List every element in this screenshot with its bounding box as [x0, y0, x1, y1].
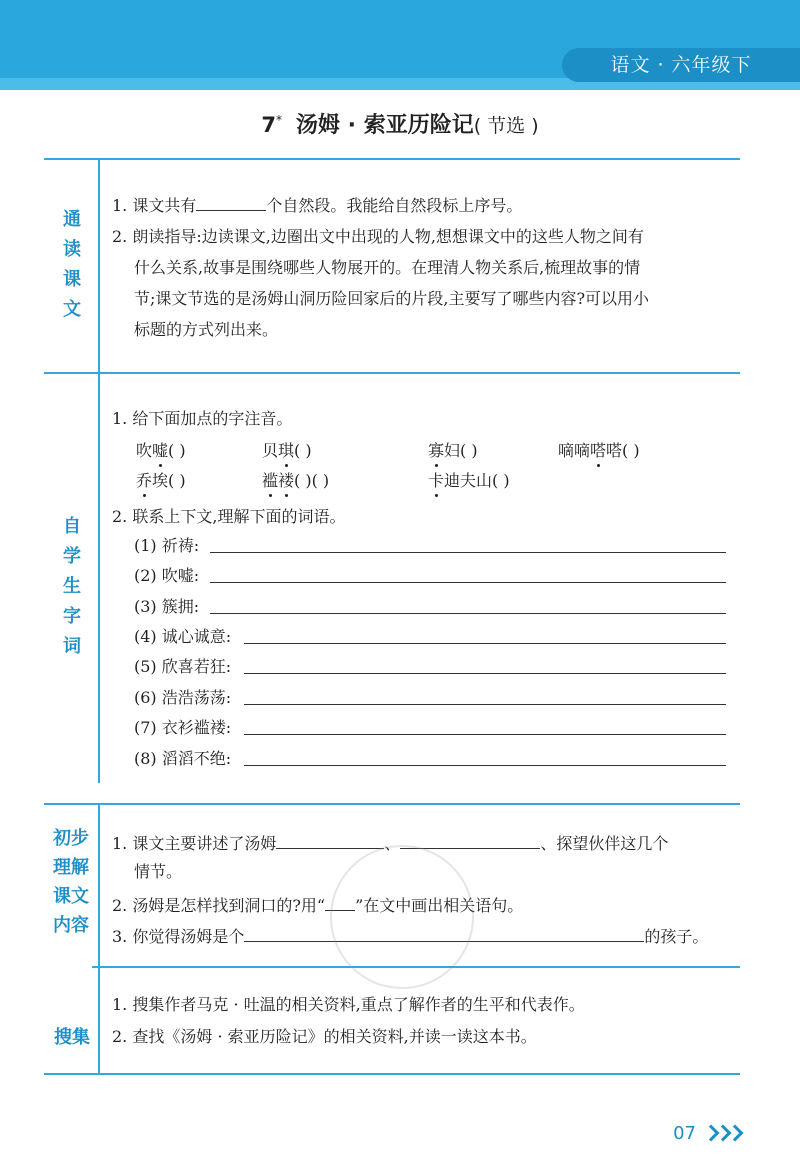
dotted-char: 卡	[428, 471, 445, 490]
pinyin-item[interactable]	[428, 470, 510, 492]
answer-line[interactable]	[210, 552, 726, 553]
rule-vertical	[98, 158, 100, 783]
label-line: 初步	[53, 828, 89, 849]
s1-q2-line: 2. 朗读指导:边读课文,边圈出文中出现的人物,想想课文中的这些人物之间有	[112, 227, 644, 246]
optional-mark: *	[276, 112, 283, 127]
label-char: 通	[63, 209, 81, 230]
q-text: 的孩子。	[644, 927, 709, 946]
q-text: 、探望伙伴这几个	[540, 834, 669, 853]
term-label: (2) 吹嘘:	[134, 566, 200, 585]
label-char: 读	[63, 239, 81, 260]
q-text: 2. 汤姆是怎样找到洞口的?用“	[112, 896, 326, 915]
lesson-number: 7	[261, 113, 277, 137]
dotted-char: 嗒	[590, 441, 607, 460]
word-part: 妇( )	[444, 441, 478, 460]
watermark-stamp	[330, 845, 474, 989]
word-part: 埃( )	[152, 471, 186, 490]
label-char: 课	[63, 269, 81, 290]
section-label-read	[52, 205, 92, 325]
header-tag: 语文 · 六年级下	[562, 48, 800, 82]
page-title	[0, 108, 800, 139]
answer-line[interactable]	[244, 704, 726, 705]
dotted-char: 寡	[428, 441, 445, 460]
q-text: 3. 你觉得汤姆是个	[112, 927, 245, 946]
page-number: 07	[673, 1123, 696, 1144]
pinyin-item[interactable]	[136, 440, 186, 462]
s2-q2: 2. 联系上下文,理解下面的词语。	[112, 507, 346, 526]
section-label-understand	[36, 824, 106, 940]
dotted-char: 嘘	[152, 441, 169, 460]
q-text: ”在文中画出相关语句。	[355, 896, 524, 915]
rule-2	[44, 803, 740, 805]
answer-line[interactable]	[210, 582, 726, 583]
rule-1	[44, 372, 740, 374]
answer-line[interactable]	[244, 734, 726, 735]
plot-blank-2[interactable]	[400, 830, 540, 849]
term-label: (4) 诚心诚意:	[134, 627, 232, 646]
term-label: (7) 衣衫褴褛:	[134, 718, 232, 737]
answer-line[interactable]	[244, 765, 726, 766]
dotted-char: 褛	[278, 471, 295, 490]
label-line: 内容	[53, 915, 89, 936]
term-label: (1) 祈祷:	[134, 536, 200, 555]
next-arrows-icon	[705, 1123, 745, 1143]
word-part: 迪夫山( )	[444, 471, 510, 490]
section-label-words	[52, 512, 92, 662]
paragraph-count-blank[interactable]	[196, 192, 266, 211]
label-char: 词	[63, 636, 81, 657]
dotted-char: 乔	[136, 471, 153, 490]
term-label: (5) 欣喜若狂:	[134, 657, 232, 676]
plot-blank-1[interactable]	[276, 830, 384, 849]
label-line: 课文	[53, 886, 89, 907]
label-char: 文	[63, 299, 81, 320]
label-line: 理解	[53, 857, 89, 878]
s1-q2-line: 什么关系,故事是围绕哪些人物展开的。在理清人物关系后,梳理故事的情	[134, 258, 641, 277]
s1-q2-line: 节;课文节选的是汤姆山洞历险回家后的片段,主要写了哪些内容?可以用小	[134, 289, 650, 308]
title-main: 汤姆 · 索亚历险记	[296, 113, 474, 138]
word-part: 嗒( )	[606, 441, 640, 460]
rule-bottom	[44, 1073, 740, 1075]
s1-q2-line: 标题的方式列出来。	[134, 320, 279, 339]
dotted-char: 琪	[278, 441, 295, 460]
term-label: (3) 簇拥:	[134, 597, 200, 616]
q1-text-post: 个自然段。我能给自然段标上序号。	[266, 196, 523, 215]
rule-top	[44, 158, 740, 160]
label-char: 字	[63, 606, 81, 627]
s4-item: 1. 搜集作者马克 · 吐温的相关资料,重点了解作者的生平和代表作。	[112, 995, 585, 1014]
pinyin-item[interactable]	[558, 440, 640, 462]
word-part: ( )	[168, 441, 186, 460]
section-label-collect: 搜集	[54, 1027, 90, 1048]
word-part: ( )	[294, 441, 312, 460]
answer-line[interactable]	[210, 613, 726, 614]
word-part: ( )( )	[294, 471, 330, 490]
label-char: 生	[63, 576, 81, 597]
title-sub: ( 节选 )	[473, 115, 539, 137]
answer-line[interactable]	[244, 643, 726, 644]
word-part: 吹	[136, 441, 153, 460]
s4-item: 2. 查找《汤姆 · 索亚历险记》的相关资料,并读一读这本书。	[112, 1027, 537, 1046]
pinyin-item[interactable]	[262, 470, 329, 492]
term-label: (8) 滔滔不绝:	[134, 749, 232, 768]
pinyin-item[interactable]	[428, 440, 478, 462]
dotted-char: 褴	[262, 471, 279, 490]
answer-line[interactable]	[244, 673, 726, 674]
q1-text: 1. 课文共有	[112, 196, 197, 215]
label-char: 自	[63, 516, 81, 537]
term-label: (6) 浩浩荡荡:	[134, 688, 232, 707]
s2-q1: 1. 给下面加点的字注音。	[112, 409, 293, 428]
q-text: 1. 课文主要讲述了汤姆	[112, 834, 277, 853]
s1-q1	[112, 192, 522, 217]
word-part: 嘀嘀	[558, 441, 591, 460]
q-text: 、	[384, 834, 401, 853]
pinyin-item[interactable]	[262, 440, 312, 462]
label-char: 学	[63, 546, 81, 567]
pinyin-item[interactable]	[136, 470, 186, 492]
word-part: 贝	[262, 441, 279, 460]
s3-q1-line2: 情节。	[134, 862, 183, 881]
